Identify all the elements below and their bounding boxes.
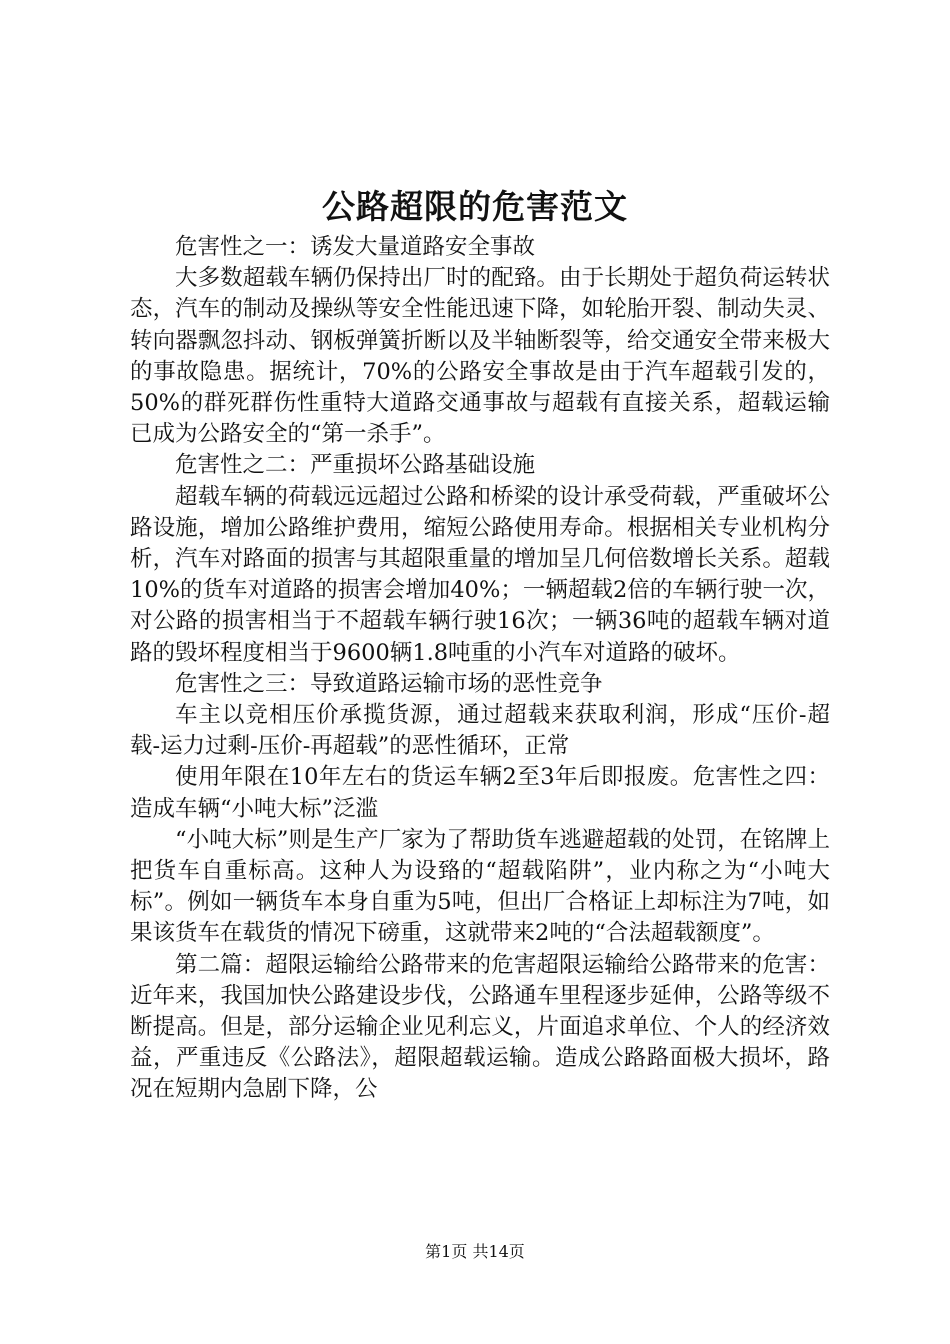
paragraph-hazard-four-intro: 使用年限在10年左右的货运车辆2至3年后即报废。危害性之四：造成车辆“小吨大标”泛滥 [130, 764, 830, 822]
paragraph-hazard-one: 大多数超载车辆仍保持出厂时的配臵。由于长期处于超负荷运转状态，汽车的制动及操纵等安全性能迅速下降，如轮胎开裂、制动失灵、转向器飘忽抖动、钢板弹簧折断以及半轴断裂等，给交通安全带来极大的事故隐患。据统计，70%的公路安全事故是由于汽车超载引发的，50%的群死群伤性重特大道路交通事故与超载有直接关系，超载运输已成为公路安全的“第一杀手”。 [130, 265, 830, 448]
document-title: 公路超限的危害范文 [322, 187, 628, 226]
heading-hazard-three: 危害性之三：导致道路运输市场的恶性竞争 [175, 670, 603, 697]
heading-hazard-one: 危害性之一：诱发大量道路安全事故 [175, 234, 536, 260]
document-body [130, 232, 830, 1106]
paragraph-part-two: 第二篇：超限运输给公路带来的危害超限运输给公路带来的危害：近年来，我国加快公路建设步伐，公路通车里程逐步延伸，公路等级不断提高。但是，部分运输企业见利忘义，片面追求单位、个人的经济效益，严重违反《公路法》，超限超载运输。造成公路路面极大损坏，路况在短期内急剧下降，公 [130, 951, 830, 1103]
paragraph-hazard-four: “小吨大标”则是生产厂家为了帮助货车逃避超载的处罚，在铭牌上把货车自重标高。这种人为设臵的“超载陷阱”，业内称之为“小吨大标”。例如一辆货车本身自重为5吨，但出厂合格证上却标注为7吨，如果该货车在载货的情况下磅重，这就带来2吨的“合法超载额度”。 [130, 826, 830, 947]
paragraph-hazard-two: 超载车辆的荷载远远超过公路和桥梁的设计承受荷载，严重破坏公路设施，增加公路维护费用，缩短公路使用寿命。根据相关专业机构分析，汽车对路面的损害与其超限重量的增加呈几何倍数增长关系。超载10%的货车对道路的损害会增加40%；一辆超载2倍的车辆行驶一次，对公路的损害相当于不超载车辆行驶16次；一辆36吨的超载车辆对道路的毁坏程度相当于9600辆1.8吨重的小汽车对道路的破坏。 [130, 483, 830, 666]
paragraph-hazard-three: 车主以竞相压价承揽货源，通过超载来获取利润，形成“压价-超载-运力过剩-压价-再超载”的恶性循环，正常 [130, 702, 830, 760]
heading-hazard-two: 危害性之二：严重损坏公路基础设施 [175, 452, 536, 479]
page-number-footer: 第1页 共14页 [425, 1242, 525, 1261]
